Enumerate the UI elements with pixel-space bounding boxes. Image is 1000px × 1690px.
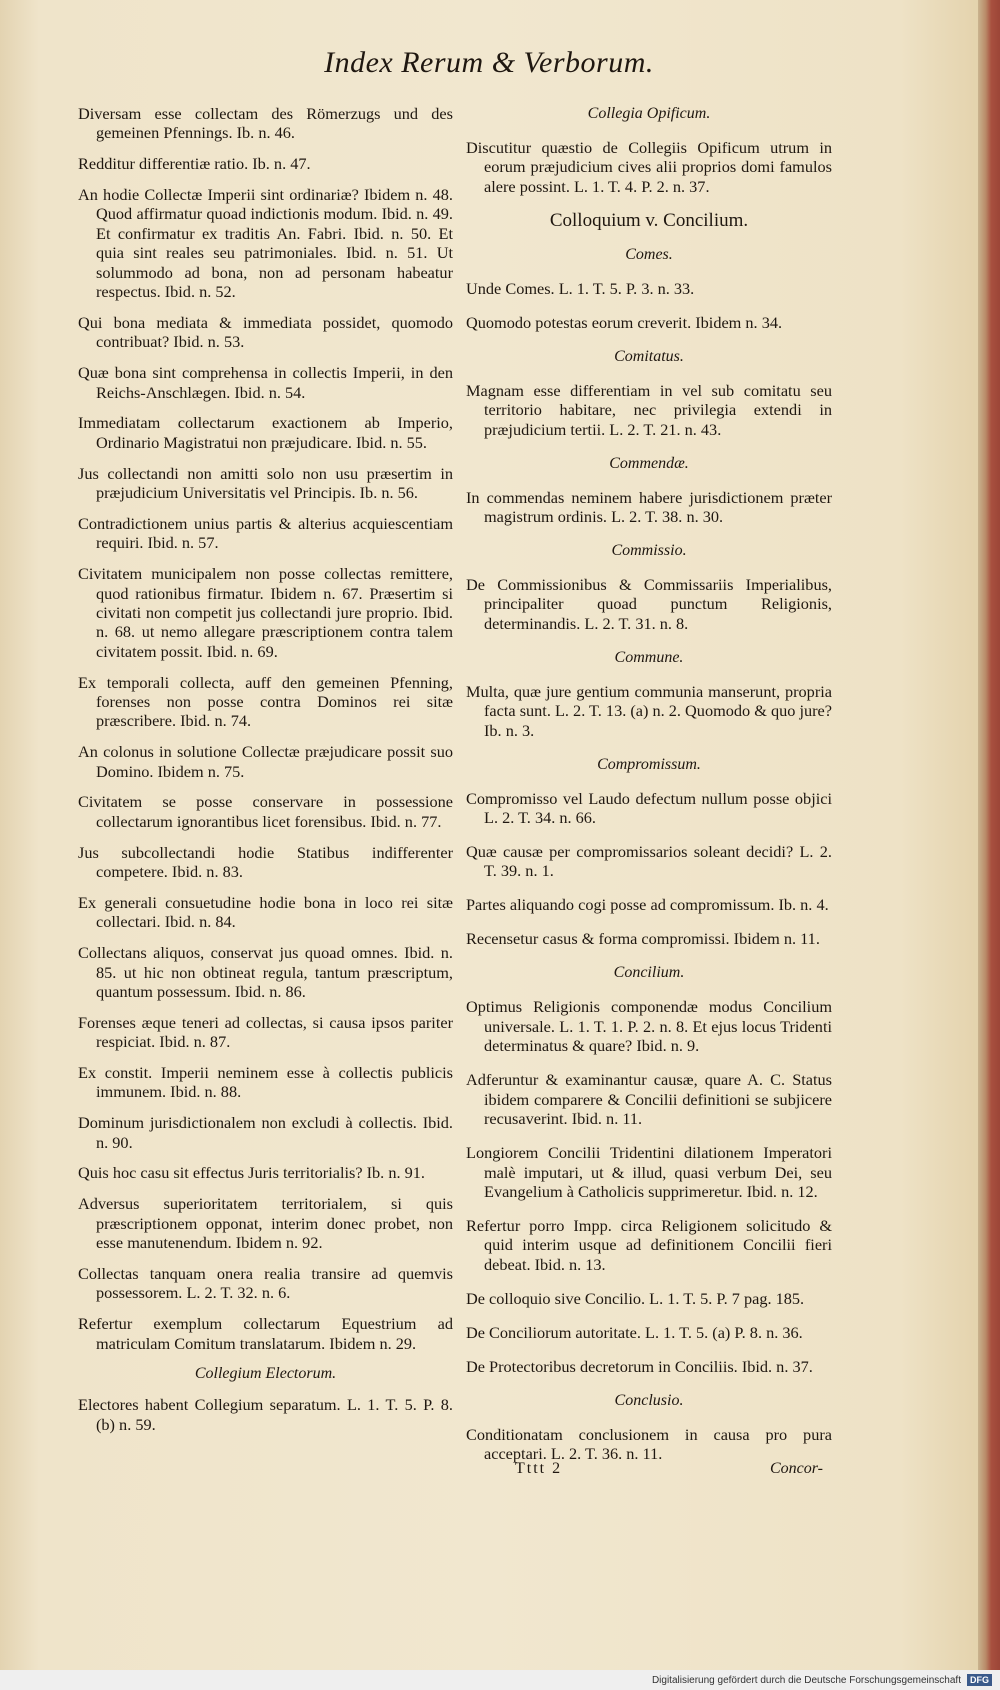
signature-mark: Tttt 2	[515, 1460, 563, 1477]
right-column	[466, 104, 832, 1464]
digitization-footer	[0, 1670, 1000, 1690]
index-entry: Qui bona mediata & immediata possidet, quomodo contribuat? Ibid. n. 53.	[78, 312, 453, 352]
index-entry: Magnam esse differentiam in vel sub comitatu seu territorio habitare, nec privilegia extendi in præjudicium tertii. L. 2. T. 21. n. 43.	[466, 380, 832, 439]
index-entry: In commendas neminem habere jurisdictionem præter magistrum ordinis. L. 2. T. 38. n. 30.	[466, 487, 832, 527]
section-heading: Compromissum.	[597, 755, 701, 773]
index-entry: Contradictionem unius partis & alterius acquiescentiam requiri. Ibid. n. 57.	[78, 513, 453, 553]
index-entry: Quæ causæ per compromissarios soleant decidi? L. 2. T. 39. n. 1.	[466, 842, 832, 881]
index-entry: Diversam esse collectam des Römerzugs und des gemeinen Pfennings. Ib. n. 46.	[78, 104, 453, 143]
index-entry: De Commissionibus & Commissariis Imperialibus, principaliter quoad punctum Religionis, determinandis. L. 2. T. 31. n. 8.	[466, 575, 832, 633]
index-entry: Immediatam collectarum exactionem ab Imperio, Ordinario Magistratui non præjudicare. Ibid. n. 55.	[78, 413, 453, 452]
section-heading: Commissio.	[611, 542, 687, 560]
index-entry: Adferuntur & examinantur causæ, quare A. C. Status ibidem comparere & Concilii definitioni se subjicere recusaverint. Ibid. n. 11.	[466, 1070, 832, 1129]
catchword: Concor-	[770, 1460, 824, 1477]
index-entry: Jus subcollectandi hodie Statibus indifferenter competere. Ibid. n. 83.	[78, 842, 453, 882]
section-heading: Colloquium v. Concilium.	[549, 209, 749, 231]
index-entry: Quomodo potestas eorum creverit. Ibidem n. 34.	[466, 312, 783, 332]
index-entry: Collectans aliquos, conservat jus quoad omnes. Ibid. n. 85. ut hic non obtineat regula, tantum præscriptum, quantum possessum. Ibid. n. 86.	[78, 943, 453, 1001]
footer-credit: Digitalisierung gefördert durch die Deutsche Forschungsgemeinschaft	[651, 1674, 961, 1686]
index-entry: Redditur differentiæ ratio. Ib. n. 47.	[78, 154, 311, 174]
index-entry: An hodie Collectæ Imperii sint ordinariæ? Ibidem n. 48. Quod affirmatur quoad indictionis modum. Ibid. n. 49. Et confirmatur ex traditis An. Fabri. Ibid. n. 50. Et quia sint reales seu patrimoniales. Ibid. n. 51. Ut solummodo ad bona, non ad personam habeatur respectus. Ibid. n. 52.	[78, 185, 453, 302]
index-entry: Compromisso vel Laudo defectum nullum posse objici L. 2. T. 34. n. 66.	[466, 788, 832, 828]
index-entry: Discutitur quæstio de Collegiis Opificum utrum in eorum præjudicium cives alii proprios domi famulos alere possint. L. 1. T. 4. P. 2. n. 37.	[466, 138, 832, 196]
section-heading: Commune.	[614, 648, 684, 666]
section-heading: Collegia Opificum.	[587, 105, 711, 122]
index-entry: Civitatem municipalem non posse collectas remittere, quod rationibus firmatur. Ibidem n. 67. Præsertim si civitati non competit jus collectandi jure proprio. Ibid. n. 68. ut nemo allegare præscriptionem contra talem civitatem possit. Ibid. n. 69.	[78, 564, 453, 661]
index-entry: Refertur exemplum collectarum Equestrium ad matriculam Comitum translatarum. Ibidem n. 29.	[78, 1314, 453, 1353]
section-heading: Commendæ.	[609, 454, 689, 472]
section-heading: Comitatus.	[614, 347, 684, 365]
index-entry: De colloquio sive Concilio. L. 1. T. 5. P. 7 pag. 185.	[466, 1288, 805, 1308]
index-entry: An colonus in solutione Collectæ præjudicare possit suo Domino. Ibidem n. 75.	[78, 742, 453, 781]
index-entry: Quis hoc casu sit effectus Juris territorialis? Ib. n. 91.	[78, 1163, 425, 1183]
dfg-logo: DFG	[967, 1674, 992, 1686]
index-entry: Jus collectandi non amitti solo non usu præsertim in præjudicium Universitatis vel Principis. Ib. n. 56.	[78, 463, 453, 503]
index-entry: Longiorem Concilii Tridentini dilationem Imperatori malè imputari, ut & illud, quasi verbum Dei, seu Evangelium à Catholicis supprimeretur. Ibid. n. 12.	[466, 1143, 832, 1201]
index-entry: Ex temporali collecta, auff den gemeinen Pfenning, forenses non posse contra Dominos rei sitæ præscribere. Ibid. n. 74.	[78, 672, 453, 731]
index-entry: Unde Comes. L. 1. T. 5. P. 3. n. 33.	[466, 278, 695, 298]
page-header-title: Index Rerum & Verborum.	[324, 46, 654, 79]
index-entry: Ex generali consuetudine hodie bona in loco rei sitæ collectari. Ibid. n. 84.	[78, 892, 453, 932]
index-entry: Refertur porro Impp. circa Religionem solicitudo & quid interim usque ad definitionem Concilii fieri debeat. Ibid. n. 13.	[466, 1215, 832, 1274]
index-entry: De Conciliorum autoritate. L. 1. T. 5. (a) P. 8. n. 36.	[466, 1322, 803, 1342]
index-entry: Conditionatam conclusionem in causa pro pura acceptari. L. 2. T. 36. n. 11.	[466, 1424, 832, 1464]
index-entry: De Protectoribus decretorum in Conciliis. Ibid. n. 37.	[466, 1356, 813, 1376]
section-heading: Comes.	[625, 245, 673, 263]
section-heading: Collegium Electorum.	[194, 1365, 337, 1383]
left-column	[78, 104, 453, 1434]
index-entry: Civitatem se posse conservare in possessione collectarum ignorantibus licet forensibus. Ibid. n. 77.	[78, 792, 453, 831]
index-entry: Collectas tanquam onera realia transire ad quemvis possessorem. L. 2. T. 32. n. 6.	[78, 1263, 453, 1303]
index-entry: Forenses æque teneri ad collectas, si causa ipsos pariter respiciat. Ibid. n. 87.	[78, 1012, 453, 1052]
index-entry: Adversus superioritatem territorialem, si quis præscriptionem opponat, interim donec probet, non esse manutenendum. Ibidem n. 92.	[78, 1194, 453, 1253]
index-entry: Partes aliquando cogi posse ad compromissum. Ib. n. 4.	[466, 895, 829, 915]
index-entry: Quæ bona sint comprehensa in collectis Imperii, in den Reichs-Anschlægen. Ibid. n. 54.	[78, 363, 453, 402]
section-heading: Concilium.	[613, 964, 685, 982]
page-edge	[978, 0, 1000, 1670]
index-entry: Dominum jurisdictionalem non excludi à collectis. Ibid. n. 90.	[78, 1113, 453, 1152]
index-entry: Recensetur casus & forma compromissi. Ibidem n. 11.	[466, 929, 820, 949]
index-entry: Ex constit. Imperii neminem esse à collectis publicis immunem. Ibid. n. 88.	[78, 1063, 453, 1102]
index-entry: Multa, quæ jure gentium communia manserunt, propria facta sunt. L. 2. T. 13. (a) n. 2. Quomodo & quo jure? Ib. n. 3.	[466, 681, 833, 740]
index-entry: Electores habent Collegium separatum. L. 1. T. 5. P. 8. (b) n. 59.	[78, 1395, 453, 1434]
section-heading: Conclusio.	[614, 1391, 684, 1409]
index-entry: Optimus Religionis componendæ modus Concilium universale. L. 1. T. 1. P. 2. n. 8. Et ejus locus Tridenti determinatus & quare? Ibid. n. 9.	[466, 997, 832, 1056]
